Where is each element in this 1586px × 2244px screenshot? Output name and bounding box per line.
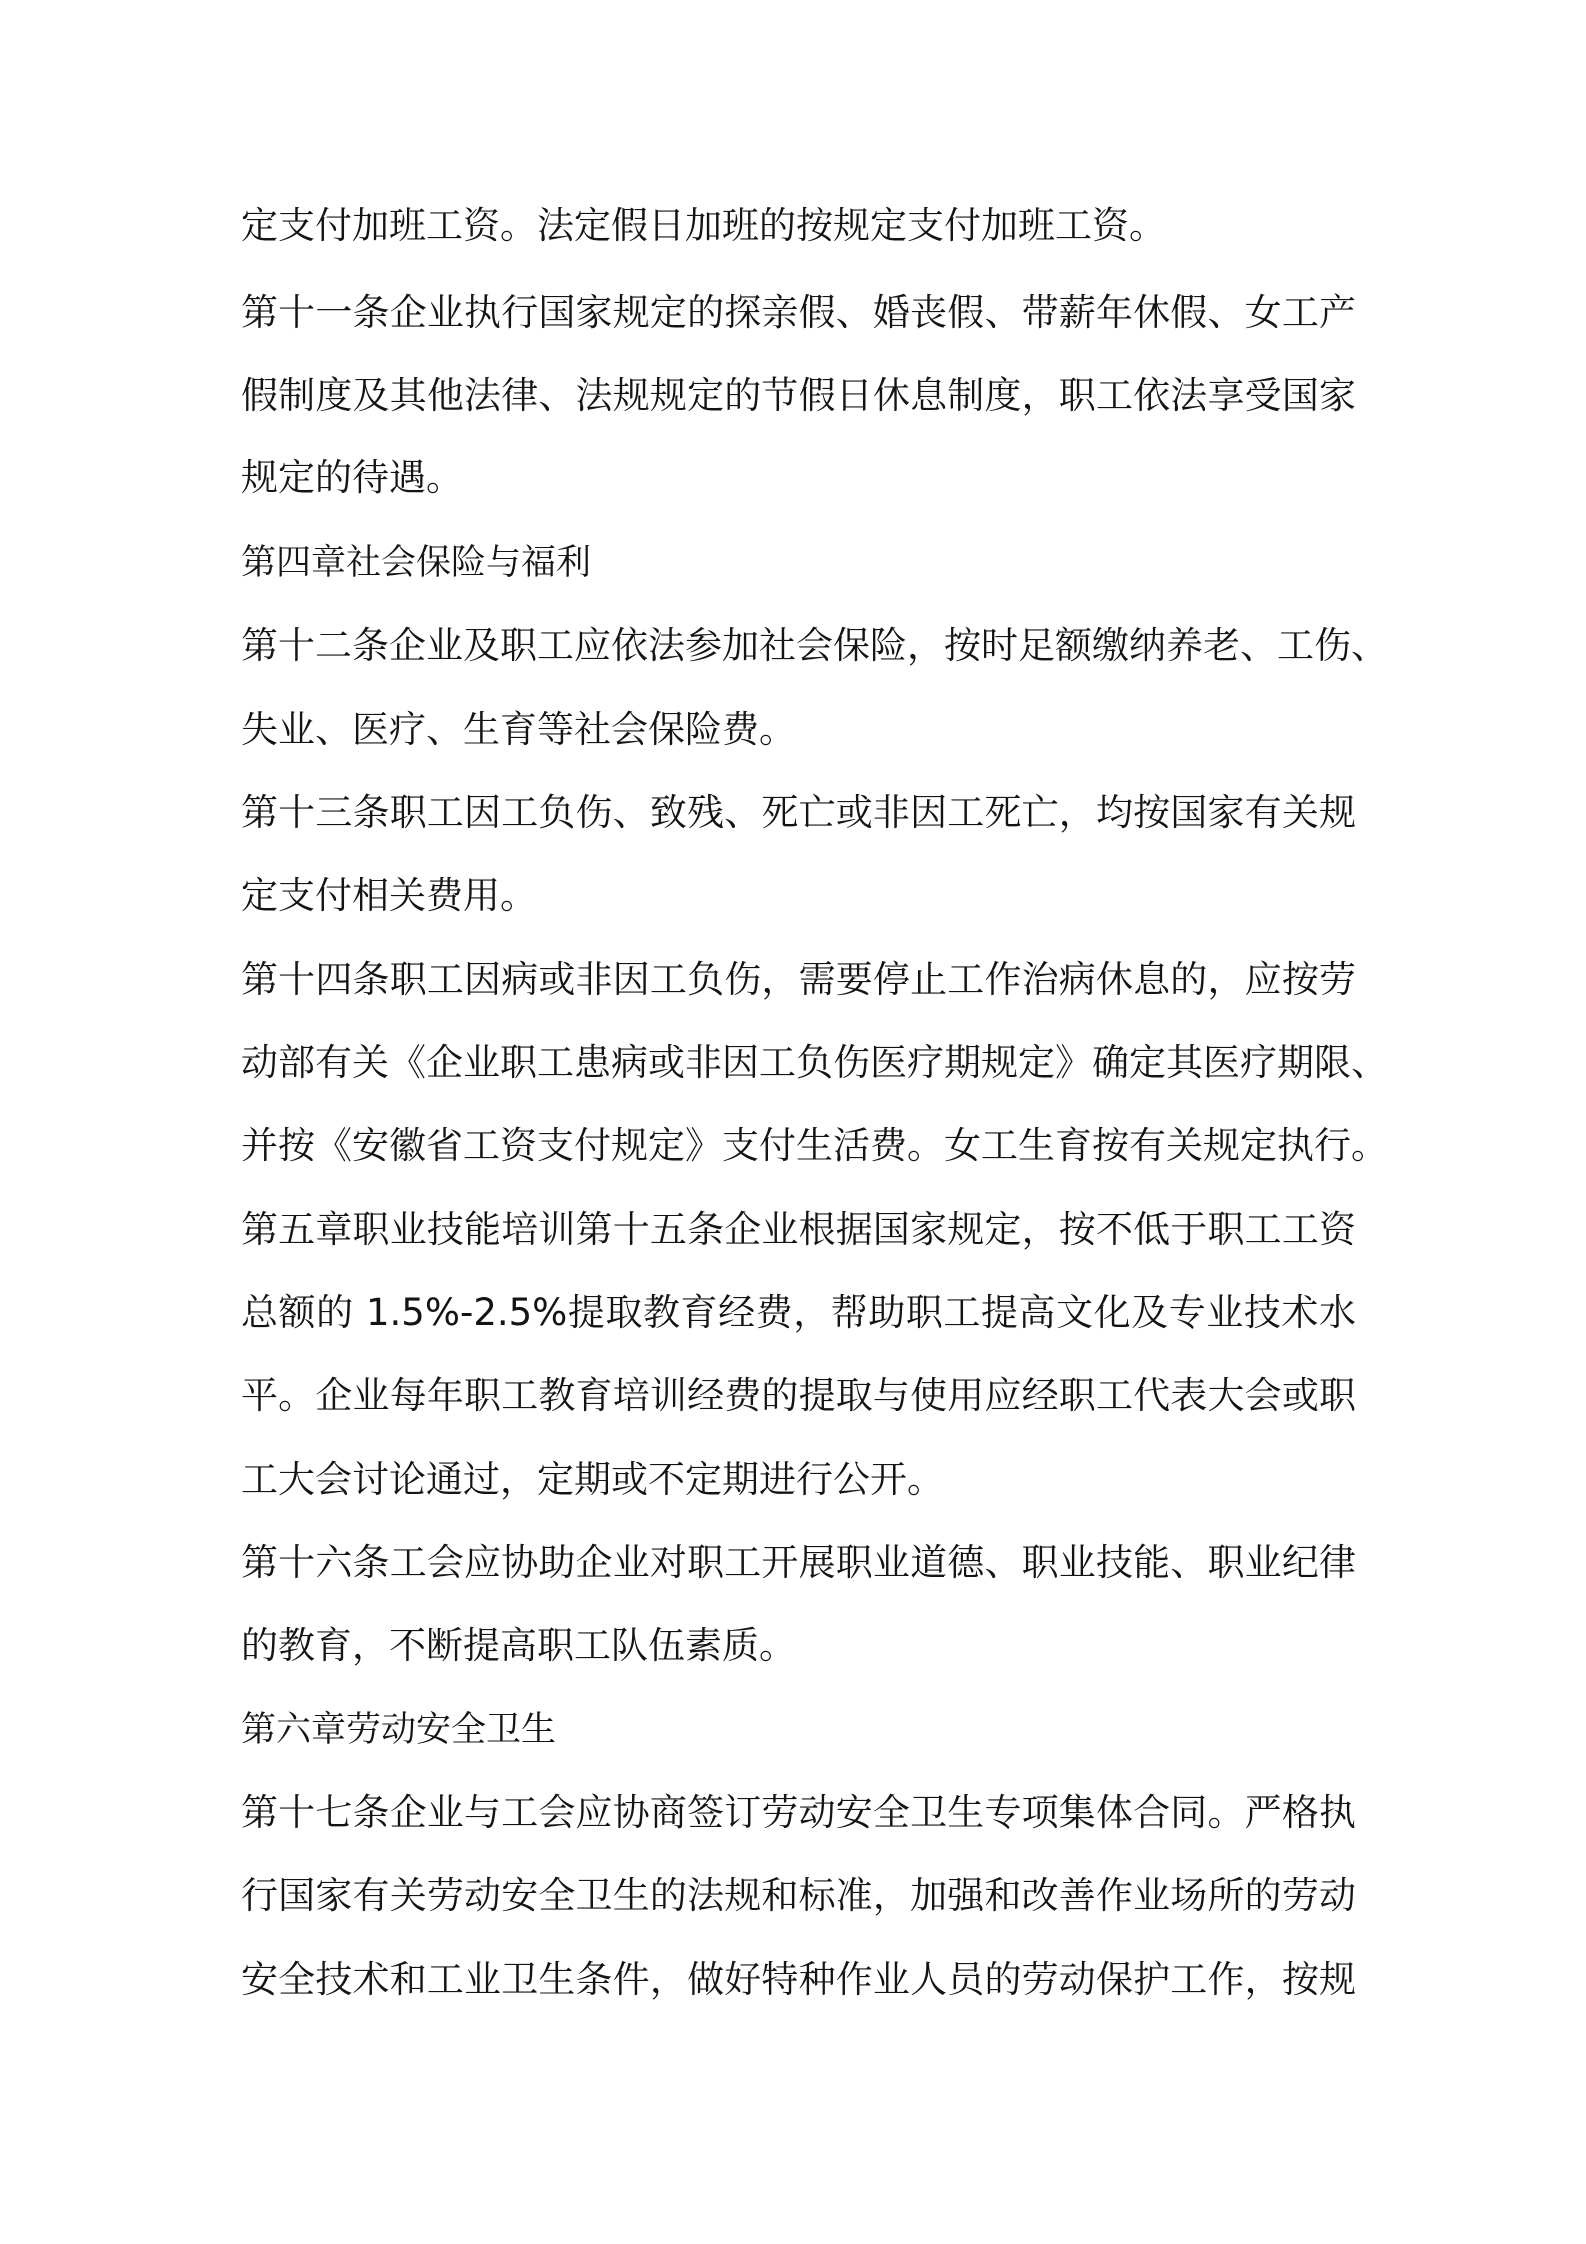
text-line: 第十七条企业与工会应协商签订劳动安全卫生专项集体合同。严格执 (241, 1791, 1356, 1834)
text-line: 定支付相关费用。 (241, 874, 537, 917)
text-line: 第五章职业技能培训第十五条企业根据国家规定，按不低于职工工资 (241, 1208, 1356, 1251)
text-line: 第十二条企业及职工应依法参加社会保险，按时足额缴纳养老、工伤、 (241, 624, 1388, 667)
text-line: 总额的 1.5%-2.5%提取教育经费，帮助职工提高文化及专业技术水 (241, 1291, 1356, 1334)
text-line: 并按《安徽省工资支付规定》支付生活费。女工生育按有关规定执行。 (241, 1124, 1388, 1167)
text-line: 平。企业每年职工教育培训经费的提取与使用应经职工代表大会或职 (241, 1374, 1356, 1417)
text-line: 第十三条职工因工负伤、致残、死亡或非因工死亡，均按国家有关规 (241, 791, 1356, 834)
text-line: 动部有关《企业职工患病或非因工负伤医疗期规定》确定其医疗期限、 (241, 1041, 1388, 1084)
text-line: 第十一条企业执行国家规定的探亲假、婚丧假、带薪年休假、女工产 (241, 291, 1356, 334)
text-line: 安全技术和工业卫生条件，做好特种作业人员的劳动保护工作，按规 (241, 1958, 1356, 2001)
text-line: 的教育，不断提高职工队伍素质。 (241, 1624, 796, 1667)
text-line: 定支付加班工资。法定假日加班的按规定支付加班工资。 (241, 204, 1166, 247)
text-line: 失业、医疗、生育等社会保险费。 (241, 708, 796, 751)
chapter-heading: 第四章社会保险与福利 (241, 543, 592, 583)
text-line: 第十四条职工因病或非因工负伤，需要停止工作治病休息的，应按劳 (241, 958, 1356, 1001)
text-line: 规定的待遇。 (241, 456, 463, 499)
text-line: 行国家有关劳动安全卫生的法规和标准，加强和改善作业场所的劳动 (241, 1874, 1356, 1917)
text-line: 工大会讨论通过，定期或不定期进行公开。 (241, 1458, 944, 1501)
text-line: 假制度及其他法律、法规规定的节假日休息制度，职工依法享受国家 (241, 374, 1356, 417)
text-line: 第十六条工会应协助企业对职工开展职业道德、职业技能、职业纪律 (241, 1541, 1356, 1584)
chapter-heading: 第六章劳动安全卫生 (241, 1710, 557, 1750)
